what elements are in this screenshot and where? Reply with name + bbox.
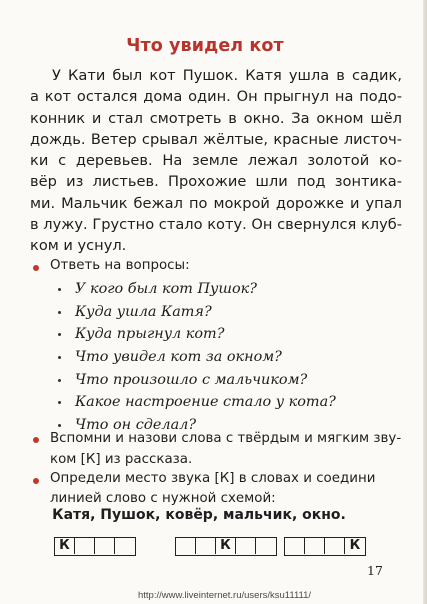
scheme-cell <box>176 538 196 554</box>
source-watermark: http://www.liveinternet.ru/users/ksu11111/ <box>138 590 312 601</box>
scheme-cell: К <box>216 538 236 554</box>
question-item <box>58 301 388 324</box>
question-text: Что увидел кот за окном? <box>75 349 282 366</box>
task-name-words-line: ком [К] из рассказа. <box>50 452 193 467</box>
task-answer-questions: Ответь на вопросы: <box>50 258 190 273</box>
sound-scheme-2 <box>175 537 277 556</box>
story-line: вёр из листьев. Прохожие шли под зонтика- <box>30 173 402 191</box>
scheme-cell <box>256 538 276 554</box>
question-item <box>58 278 388 301</box>
story-line: ми. Мальчик бежал по мокрой дорожке и упал <box>30 194 402 212</box>
question-text: Куда ушла Катя? <box>75 303 212 320</box>
question-item <box>58 323 388 346</box>
story-line: дождь. Ветер срывал жёлтые, красные листоч- <box>30 130 402 148</box>
question-text: У кого был кот Пушок? <box>75 281 257 297</box>
story-line: ки с деревьев. На земле лежал золотой ко- <box>30 152 402 170</box>
small-bullet-icon <box>58 288 61 291</box>
question-text: Какое настроение стало у кота? <box>75 394 336 411</box>
small-bullet-icon <box>58 311 61 314</box>
scheme-cell <box>196 538 216 554</box>
small-bullet-icon <box>58 356 61 359</box>
story-line: а кот остался дома один. Он прыгнул на подо- <box>30 88 402 106</box>
word-list: Катя, Пушок, ковёр, мальчик, окно. <box>52 507 346 523</box>
page-number: 17 <box>367 563 383 578</box>
story-line: в лужу. Грустно стало коту. Он свернулся клуб- <box>30 216 402 234</box>
story-line: У Кати был кот Пушок. Катя ушла в садик, <box>52 67 402 84</box>
task-bullet-icon <box>33 478 39 484</box>
sound-scheme-1 <box>54 537 136 556</box>
story-line: ком и уснул. <box>30 237 127 255</box>
scheme-cell <box>95 538 115 554</box>
task-sound-place-line: Определи место звука [К] в словах и соедини <box>50 471 376 486</box>
page-edge-shadow <box>423 0 427 604</box>
scheme-cell <box>325 538 345 554</box>
task-name-words-line: Вспомни и назови слова с твёрдым и мягким зву- <box>50 431 402 446</box>
scheme-cell <box>305 538 325 554</box>
scheme-cell <box>236 538 256 554</box>
small-bullet-icon <box>58 333 61 336</box>
scheme-cell: К <box>55 538 75 554</box>
question-list <box>58 278 388 437</box>
question-text: Что произошло с мальчиком? <box>75 371 308 388</box>
small-bullet-icon <box>58 401 61 404</box>
small-bullet-icon <box>58 379 61 382</box>
question-text: Что он сделал? <box>75 417 197 434</box>
question-item <box>58 346 388 369</box>
story-line: конник и стал смотреть в окно. За окном шёл <box>30 109 402 127</box>
scheme-cell <box>285 538 305 554</box>
story-title: Что увидел кот <box>126 36 284 56</box>
story-text <box>30 65 402 257</box>
question-text: Куда прыгнул кот? <box>75 326 225 343</box>
question-item <box>58 391 388 414</box>
question-item <box>58 369 388 392</box>
small-bullet-icon <box>58 424 61 427</box>
scheme-cell: К <box>349 538 361 553</box>
task-bullet-icon <box>33 437 39 443</box>
task-bullet-icon <box>33 265 39 271</box>
task-sound-place-line: линией слово с нужной схемой: <box>50 491 276 506</box>
scheme-cell <box>75 538 95 554</box>
scheme-cell <box>115 538 135 554</box>
sound-scheme-3 <box>284 537 366 556</box>
